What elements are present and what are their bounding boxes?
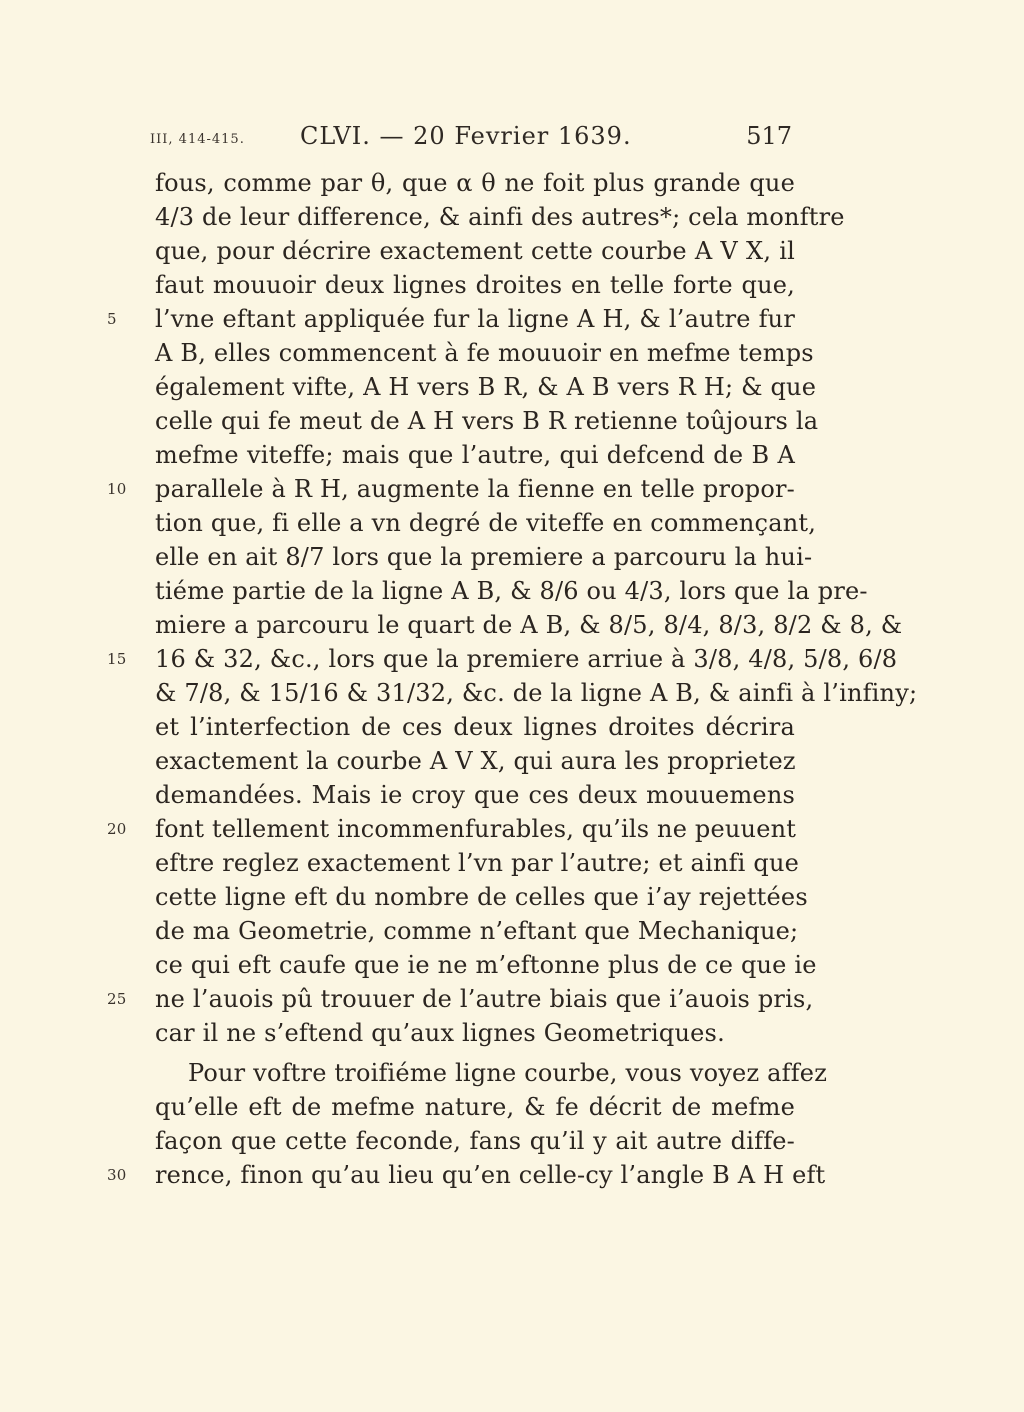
- text-line: [155, 574, 868, 608]
- text-line: [107, 642, 898, 676]
- text-line: [155, 608, 903, 642]
- text-line: [155, 676, 918, 710]
- text-line: [107, 302, 795, 336]
- line-text: de ma Geometrie, comme n’eftant que Mechanique;: [155, 917, 799, 945]
- text-line: [155, 200, 845, 234]
- text-line: [155, 506, 817, 540]
- line-text: 16 & 32, &c., lors que la premiere arriue à 3/8, 4/8, 5/8, 6/8: [155, 645, 898, 673]
- volume-reference: III, 414-415.: [150, 132, 245, 147]
- line-text: mefme viteffe; mais que l’autre, qui defcend de B A: [155, 441, 795, 469]
- line-text: faut mouuoir deux lignes droites en telle forte que,: [155, 271, 795, 299]
- text-line: [155, 540, 813, 574]
- text-line: [155, 1056, 828, 1090]
- line-text: eftre reglez exactement l’vn par l’autre; et ainfi que: [155, 849, 800, 877]
- text-line: [155, 268, 795, 302]
- line-number: 5: [107, 310, 117, 328]
- page-number: 517: [746, 122, 792, 150]
- paragraph-1: [107, 166, 918, 1050]
- line-text: et l’interfection de ces deux lignes droites décrira: [155, 713, 795, 741]
- text-line: [155, 1124, 795, 1158]
- text-line: [107, 472, 795, 506]
- line-text: elle en ait 8/7 lors que la premiere a parcouru la hui-: [155, 543, 813, 571]
- text-line: [155, 914, 799, 948]
- text-line: [155, 846, 800, 880]
- line-text: exactement la courbe A V X, qui aura les proprietez: [155, 747, 796, 775]
- line-text: l’vne eftant appliquée fur la ligne A H, & l’autre fur: [155, 305, 795, 333]
- line-text: Pour voftre troifiéme ligne courbe, vous voyez affez: [188, 1059, 828, 1087]
- line-text: rence, finon qu’au lieu qu’en celle-cy l’angle B A H eft: [155, 1161, 826, 1189]
- text-line: [107, 812, 797, 846]
- text-line: [107, 982, 814, 1016]
- text-line: [155, 880, 808, 914]
- text-line: [155, 438, 795, 472]
- text-line: [155, 370, 817, 404]
- text-line: [155, 744, 795, 778]
- line-text: ne l’auois pû trouuer de l’autre biais que i’auois pris,: [155, 985, 814, 1013]
- line-number: 15: [107, 650, 127, 668]
- line-text: celle qui fe meut de A H vers B R retienne toûjours la: [155, 407, 819, 435]
- page-title: CLVI. — 20 Fevrier 1639.: [300, 122, 632, 150]
- line-text: également vifte, A H vers B R, & A B vers R H; & que: [155, 373, 817, 401]
- paragraph-2: [107, 1056, 828, 1192]
- text-line: [155, 234, 795, 268]
- text-line: [107, 1158, 826, 1192]
- line-text: qu’elle eft de mefme nature, & fe décrit de mefme: [155, 1093, 795, 1121]
- line-number: 30: [107, 1166, 127, 1184]
- text-line: [155, 948, 817, 982]
- line-text: fous, comme par θ, que α θ ne foit plus grande que: [155, 169, 795, 197]
- line-text: 4/3 de leur difference, & ainfi des autres*; cela monftre: [155, 203, 845, 231]
- line-text: miere a parcouru le quart de A B, & 8/5, 8/4, 8/3, 8/2 & 8, &: [155, 611, 903, 639]
- line-text: façon que cette feconde, fans qu’il y ait autre diffe-: [155, 1127, 795, 1155]
- line-text: tiéme partie de la ligne A B, & 8/6 ou 4/3, lors que la pre-: [155, 577, 868, 605]
- running-header: [0, 122, 1024, 162]
- letter-body: [107, 166, 918, 1192]
- line-number: 10: [107, 480, 127, 498]
- text-line: [155, 166, 795, 200]
- text-line: [155, 710, 795, 744]
- line-text: car il ne s’eftend qu’aux lignes Geometriques.: [155, 1019, 725, 1047]
- line-text: ce qui eft caufe que ie ne m’eftonne plus de ce que ie: [155, 951, 817, 979]
- line-text: & 7/8, & 15/16 & 31/32, &c. de la ligne A B, & ainfi à l’infiny;: [155, 679, 918, 707]
- line-text: parallele à R H, augmente la fienne en telle propor-: [155, 475, 795, 503]
- text-line: [155, 404, 819, 438]
- line-text: font tellement incommenfurables, qu’ils ne peuuent: [155, 815, 797, 843]
- text-line: [155, 778, 795, 812]
- line-text: A B, elles commencent à fe mouuoir en mefme temps: [155, 339, 814, 367]
- line-number: 25: [107, 990, 127, 1008]
- line-text: que, pour décrire exactement cette courbe A V X, il: [155, 237, 795, 265]
- line-text: tion que, fi elle a vn degré de viteffe en commençant,: [155, 509, 817, 537]
- line-text: cette ligne eft du nombre de celles que i’ay rejettées: [155, 883, 808, 911]
- line-number: 20: [107, 820, 127, 838]
- text-line: [155, 1090, 795, 1124]
- line-text: demandées. Mais ie croy que ces deux mouuemens: [155, 781, 795, 809]
- text-line: [155, 336, 814, 370]
- text-line: [155, 1016, 795, 1050]
